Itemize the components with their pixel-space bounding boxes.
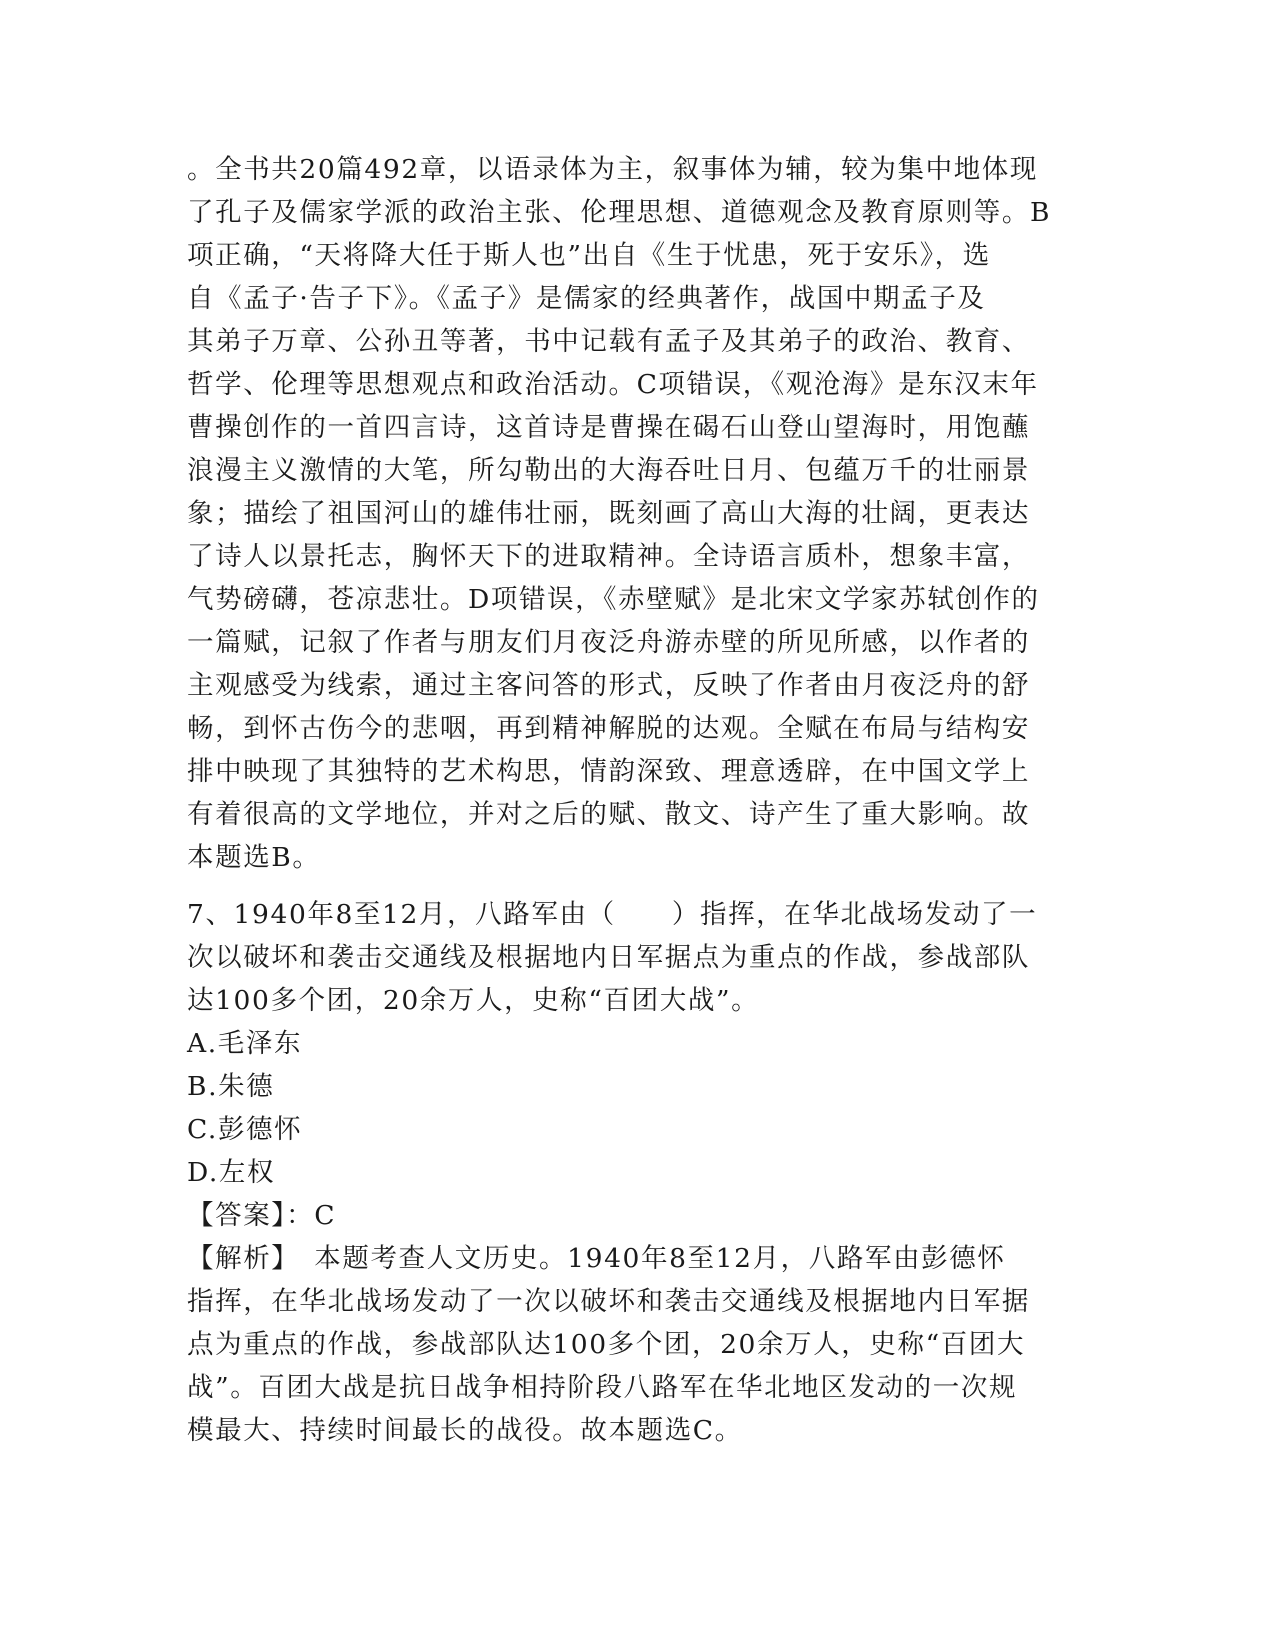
text-line: 战”。百团大战是抗日战争相持阶段八路军在华北地区发动的一次规 — [187, 1372, 1018, 1403]
text-line: 点为重点的作战，参战部队达100多个团，20余万人，史称“百团大 — [187, 1329, 1026, 1360]
text-line: 浪漫主义激情的大笔，所勾勒出的大海吞吐日月、包蕴万千的壮丽景 — [187, 455, 1030, 486]
text-line: 了孔子及儒家学派的政治主张、伦理思想、道德观念及教育原则等。B — [187, 197, 1052, 228]
text-line: 其弟子万章、公孙丑等著，书中记载有孟子及其弟子的政治、教育、 — [187, 326, 1030, 357]
answer-line: 【答案】：C — [187, 1200, 337, 1231]
question-7 — [187, 893, 1067, 1452]
option-b: B.朱德 — [187, 1071, 275, 1102]
text-line: 7、1940年8至12月，八路军由（ ）指挥，在华北战场发动了一 — [187, 899, 1038, 930]
text-line: 哲学、伦理等思想观点和政治活动。C项错误，《观沧海》是东汉末年 — [187, 369, 1039, 400]
option-a: A.毛泽东 — [187, 1028, 303, 1059]
text-line: 主观感受为线索，通过主客问答的形式，反映了作者由月夜泛舟的舒 — [187, 670, 1030, 701]
previous-explanation — [187, 148, 1067, 879]
option-d: D.左权 — [187, 1157, 276, 1188]
text-line: 气势磅礴，苍凉悲壮。D项错误，《赤壁赋》是北宋文学家苏轼创作的 — [187, 584, 1040, 615]
text-line: 指挥，在华北战场发动了一次以破坏和袭击交通线及根据地内日军据 — [187, 1286, 1030, 1317]
text-line: 项正确，“天将降大任于斯人也”出自《生于忧患，死于安乐》，选 — [187, 240, 991, 271]
text-line: 曹操创作的一首四言诗，这首诗是曹操在碣石山登山望海时，用饱蘸 — [187, 412, 1030, 443]
text-line: 自《孟子·告子下》。《孟子》是儒家的经典著作，战国中期孟子及 — [187, 283, 986, 314]
text-line: 排中映现了其独特的艺术构思，情韵深致、理意透辟，在中国文学上 — [187, 756, 1030, 787]
analysis — [187, 1237, 1067, 1452]
text-line: 模最大、持续时间最长的战役。故本题选C。 — [187, 1415, 743, 1446]
text-line: 。全书共20篇492章，以语录体为主，叙事体为辅，较为集中地体现 — [187, 154, 1038, 185]
document-page — [187, 148, 1067, 1452]
paragraph-gap — [187, 879, 1067, 893]
text-line: 【解析】 本题考查人文历史。1940年8至12月，八路军由彭德怀 — [187, 1243, 1006, 1274]
question-stem — [187, 893, 1067, 1022]
text-line: 象；描绘了祖国河山的雄伟壮丽，既刻画了高山大海的壮阔，更表达 — [187, 498, 1030, 529]
question-options — [187, 1022, 1067, 1194]
text-line: 本题选B。 — [187, 842, 321, 873]
text-line: 有着很高的文学地位，并对之后的赋、散文、诗产生了重大影响。故 — [187, 799, 1030, 830]
text-line: 了诗人以景托志，胸怀天下的进取精神。全诗语言质朴，想象丰富， — [187, 541, 1030, 572]
text-line: 次以破坏和袭击交通线及根据地内日军据点为重点的作战，参战部队 — [187, 942, 1030, 973]
text-line: 一篇赋，记叙了作者与朋友们月夜泛舟游赤壁的所见所感，以作者的 — [187, 627, 1030, 658]
text-line: 畅，到怀古伤今的悲咽，再到精神解脱的达观。全赋在布局与结构安 — [187, 713, 1030, 744]
text-line: 达100多个团，20余万人，史称“百团大战”。 — [187, 985, 760, 1016]
option-c: C.彭德怀 — [187, 1114, 303, 1145]
